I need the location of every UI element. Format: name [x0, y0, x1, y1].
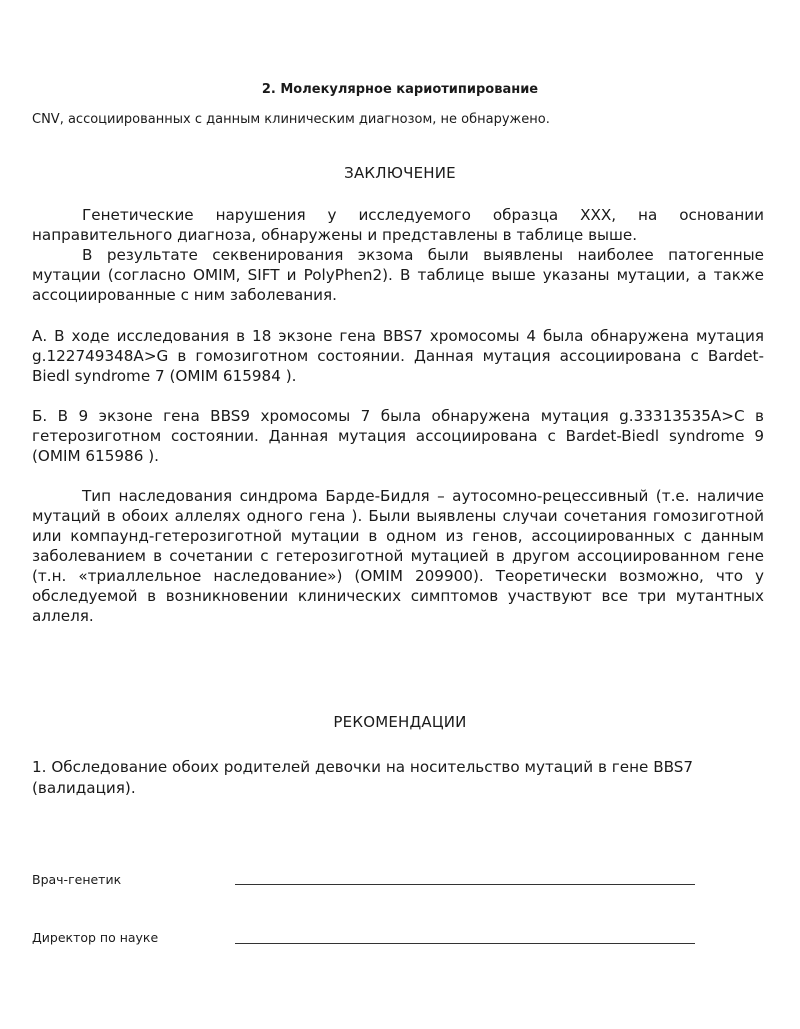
geneticist-signature-line — [235, 884, 695, 885]
finding-a — [32, 326, 764, 386]
director-signature-label: Директор по науке — [32, 930, 159, 945]
recommendations-heading: РЕКОМЕНДАЦИИ — [333, 713, 467, 731]
conclusion-paragraph-1: Генетические нарушения у исследуемого образца XXX, на основании направительного диагноза, обнаружены и представлены в таблице выше. — [32, 206, 764, 244]
section-title: 2. Молекулярное кариотипирование — [261, 82, 539, 97]
recommendation-item-1: 1. Обследование обоих родителей девочки на носительство мутаций в гене BBS7 (валидация). — [32, 758, 694, 797]
conclusion-intro — [32, 205, 764, 305]
geneticist-signature-label: Врач-генетик — [32, 872, 122, 887]
inheritance-note — [32, 486, 764, 626]
conclusion-paragraph-2: В результате секвенирования экзома были выявлены наиболее патогенные мутации (согласно OMIM, SIFT и PolyPhen2). В таблице выше указаны мутации, а также ассоциированные с ним заболевания. — [32, 246, 764, 304]
cnv-result-text: CNV, ассоциированных с данным клиническим диагнозом, не обнаружено. — [32, 112, 550, 127]
director-signature-line — [235, 943, 695, 944]
finding-b — [32, 406, 764, 466]
conclusion-paragraph-4: Б. В 9 экзоне гена BBS9 хромосомы 7 была обнаружена мутация g.33313535A>C в гетерозиготном состоянии. Данная мутация ассоциирована с Bardet-Biedl syndrome 9 (OMIM 615986 ). — [32, 407, 764, 465]
conclusion-paragraph-3: А. В ходе исследования в 18 экзоне гена BBS7 хромосомы 4 была обнаружена мутация g.122749348A>G в гомозиготном состоянии. Данная мутация ассоциирована с Bardet-Biedl syndrome 7 (OMIM 615984 ). — [32, 327, 764, 385]
conclusion-paragraph-5: Тип наследования синдрома Барде-Бидля – аутосомно-рецессивный (т.е. наличие мутаций в обоих аллелях одного гена ). Были выявлены случаи сочетания гомозиготной или компаунд-гетерозиготной мутации в одном из генов, ассоциированных с данным заболеванием в сочетании с гетерозиготной мутацией в другом ассоциированном гене (т.н. «триаллельное наследование») (OMIM 209900). Теоретически возможно, что у обследуемой в возникновении клинических симптомов участвуют все три мутантных аллеля. — [32, 487, 764, 625]
conclusion-heading: ЗАКЛЮЧЕНИЕ — [344, 164, 456, 182]
